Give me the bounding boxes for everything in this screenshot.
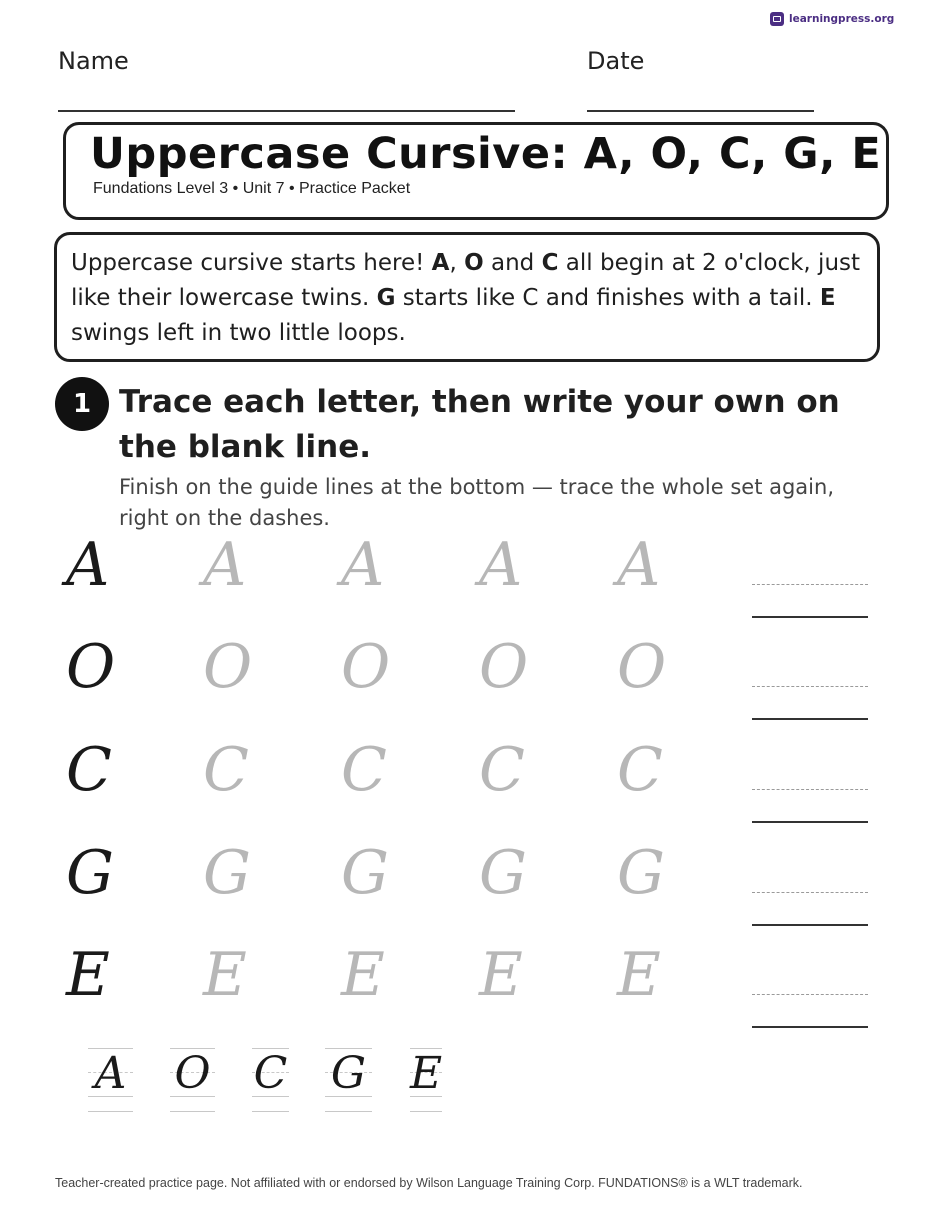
write-midline bbox=[752, 584, 868, 585]
guide-letter: C bbox=[253, 1048, 288, 1099]
brand-text: learningpress.org bbox=[789, 13, 895, 25]
write-midline bbox=[752, 892, 868, 893]
guide-cell[interactable] bbox=[252, 1048, 289, 1114]
guide-bottom-line bbox=[325, 1111, 372, 1112]
trace-letter[interactable]: E bbox=[479, 940, 523, 1010]
guide-letter: O bbox=[174, 1048, 211, 1099]
intro-part: swings left in two little loops. bbox=[71, 320, 406, 346]
trace-letter[interactable]: G bbox=[617, 838, 665, 908]
write-midline bbox=[752, 994, 868, 995]
guide-cell[interactable] bbox=[170, 1048, 215, 1114]
page-subtitle: Fundations Level 3 • Unit 7 • Practice Packet bbox=[93, 180, 411, 197]
guide-bottom-line bbox=[410, 1111, 442, 1112]
write-baseline[interactable] bbox=[752, 924, 868, 926]
intro-part: and bbox=[483, 250, 542, 276]
intro-part: all begin at 2 o'clock, just like their lowercase twins. bbox=[71, 250, 861, 311]
intro-part: Uppercase cursive starts here! bbox=[71, 250, 432, 276]
guide-cell[interactable] bbox=[88, 1048, 133, 1114]
guide-cell[interactable] bbox=[325, 1048, 372, 1114]
trace-letter[interactable]: A bbox=[341, 530, 385, 600]
name-label: Name bbox=[58, 47, 129, 75]
guide-letter: A bbox=[94, 1048, 127, 1099]
write-baseline[interactable] bbox=[752, 1026, 868, 1028]
book-icon bbox=[770, 12, 784, 26]
trace-letter[interactable]: G bbox=[341, 838, 389, 908]
step-number-badge: 1 bbox=[55, 377, 109, 431]
model-letter: C bbox=[66, 735, 112, 805]
trace-letter[interactable]: E bbox=[341, 940, 385, 1010]
page-title: Uppercase Cursive: A, O, C, G, E bbox=[90, 129, 882, 179]
guide-bottom-line bbox=[252, 1111, 289, 1112]
name-write-line[interactable] bbox=[58, 110, 515, 112]
model-letter: E bbox=[66, 940, 110, 1010]
brand-link[interactable] bbox=[770, 12, 894, 26]
model-letter: A bbox=[66, 530, 110, 600]
write-baseline[interactable] bbox=[752, 821, 868, 823]
trace-letter[interactable]: C bbox=[479, 735, 525, 805]
intro-part: starts like C and finishes with a tail. bbox=[395, 285, 820, 311]
intro-letter-o: O bbox=[464, 250, 484, 276]
step-subtitle: Finish on the guide lines at the bottom — trace the whole set again, right on the dashes. bbox=[119, 475, 834, 530]
guide-letter: E bbox=[410, 1048, 443, 1099]
trace-letter[interactable]: A bbox=[479, 530, 523, 600]
trace-letter[interactable]: C bbox=[341, 735, 387, 805]
write-midline bbox=[752, 686, 868, 687]
trace-letter[interactable]: O bbox=[341, 632, 391, 702]
trace-letter[interactable]: G bbox=[203, 838, 251, 908]
trace-letter[interactable]: A bbox=[203, 530, 247, 600]
intro-text bbox=[71, 246, 863, 351]
footer-disclaimer: Teacher-created practice page. Not affiliated with or endorsed by Wilson Language Training Corp. FUNDATIONS® is a WLT trademark. bbox=[55, 1176, 803, 1190]
trace-letter[interactable]: O bbox=[479, 632, 529, 702]
trace-letter[interactable]: E bbox=[617, 940, 661, 1010]
trace-letter[interactable]: C bbox=[617, 735, 663, 805]
guide-cell[interactable] bbox=[410, 1048, 442, 1114]
model-letter: O bbox=[66, 632, 116, 702]
intro-box bbox=[54, 232, 880, 362]
model-letter: G bbox=[66, 838, 114, 908]
write-baseline[interactable] bbox=[752, 616, 868, 618]
guide-bottom-line bbox=[88, 1111, 133, 1112]
date-write-line[interactable] bbox=[587, 110, 814, 112]
trace-letter[interactable]: O bbox=[203, 632, 253, 702]
step-title: Trace each letter, then write your own on the blank line. bbox=[119, 384, 840, 465]
date-label: Date bbox=[587, 47, 645, 75]
intro-part: , bbox=[449, 250, 465, 276]
intro-letter-g: G bbox=[376, 285, 396, 311]
guide-letter: G bbox=[330, 1048, 367, 1099]
trace-letter[interactable]: C bbox=[203, 735, 249, 805]
write-baseline[interactable] bbox=[752, 718, 868, 720]
intro-letter-a: A bbox=[431, 250, 450, 276]
trace-letter[interactable]: G bbox=[479, 838, 527, 908]
write-midline bbox=[752, 789, 868, 790]
trace-letter[interactable]: E bbox=[203, 940, 247, 1010]
trace-letter[interactable]: O bbox=[617, 632, 667, 702]
intro-letter-c: C bbox=[541, 250, 559, 276]
intro-letter-e: E bbox=[819, 285, 836, 311]
trace-letter[interactable]: A bbox=[617, 530, 661, 600]
guide-bottom-line bbox=[170, 1111, 215, 1112]
